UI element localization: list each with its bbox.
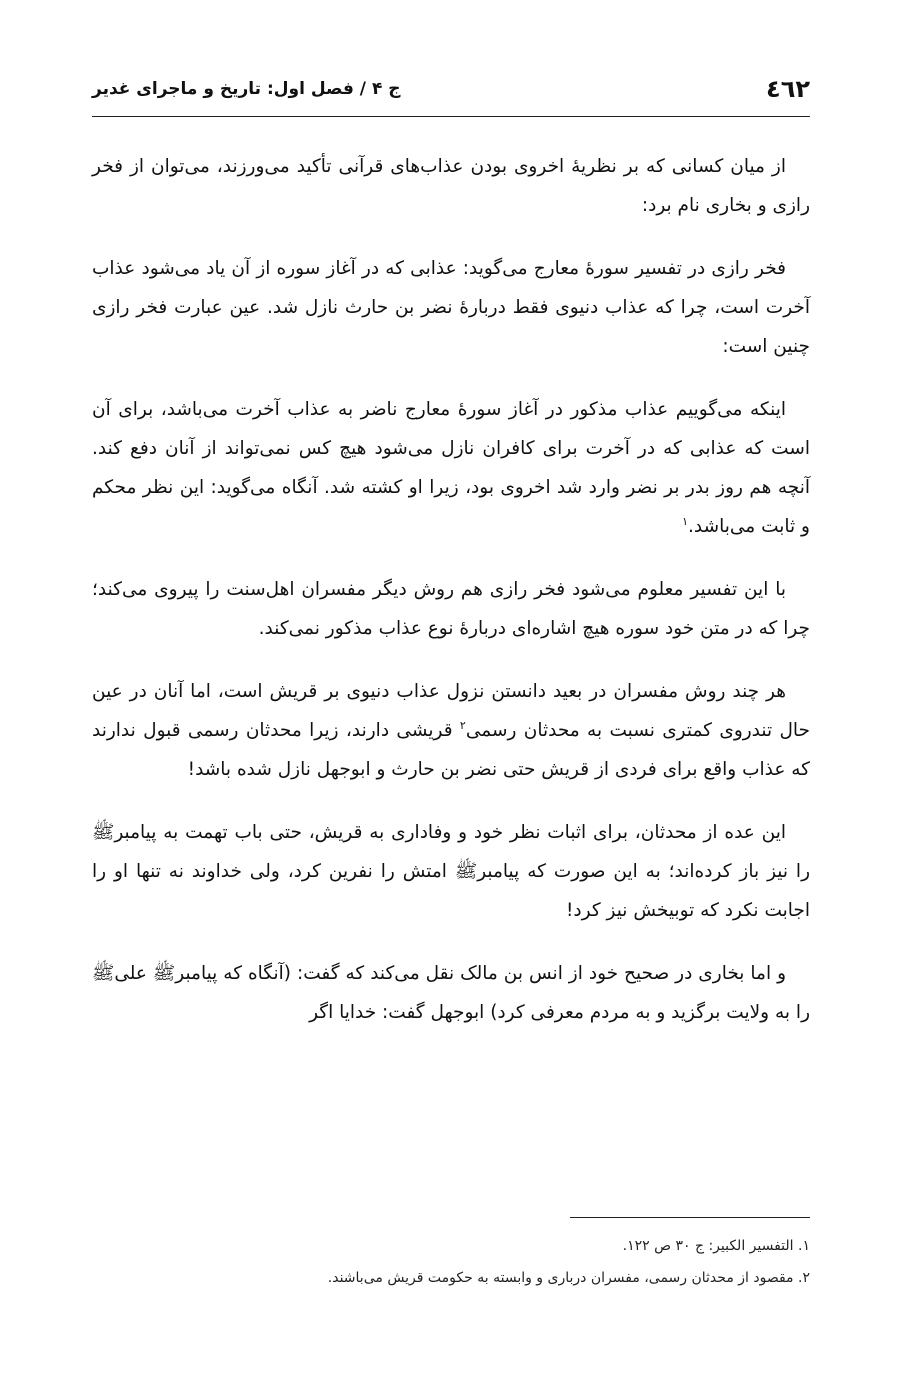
footnote-divider: [570, 1217, 810, 1218]
body-text: [92, 147, 810, 1032]
paragraph: این عده از محدثان، برای اثبات نظر خود و وفاداری به قریش، حتی باب تهمت به پیامبرﷺ را نیز باز کرده‌اند؛ به این صورت که پیامبرﷺ امتش را نفرین کرد، ولی خداوند نه تنها او را اجابت نکرد که توبیخش نیز کرد!: [92, 822, 810, 921]
footnotes: [92, 1230, 810, 1294]
paragraph: فخر رازی در تفسیر سورهٔ معارج می‌گوید: عذابی که در آغاز سوره از آن یاد می‌شود عذاب آخرت است، چرا که عذاب دنیوی فقط دربارهٔ نضر بن حارث نازل شد. عین عبارت فخر رازی چنین است:: [92, 258, 810, 357]
footnote-mark[interactable]: ۱: [682, 514, 688, 528]
footnote: ۱. التفسیر الکبیر: ج ۳۰ ص ۱۲۲.: [622, 1238, 810, 1254]
page-header: [92, 62, 810, 117]
page-number: ٤٦٢: [766, 75, 810, 103]
footnote: ۲. مقصود از محدثان رسمی، مفسران درباری و وابسته به حکومت قریش می‌باشند.: [327, 1270, 810, 1286]
footnote-mark[interactable]: ۲: [459, 718, 466, 732]
paragraph: و اما بخاری در صحیح خود از انس بن مالک نقل می‌کند که گفت: (آنگاه که پیامبرﷺ علی‌ﷺ را به ولایت برگزید و به مردم معرفی کرد) ابوجهل گفت: خدایا اگر: [92, 963, 810, 1023]
paragraph: از میان کسانی که بر نظریهٔ اخروی بودن عذاب‌های قرآنی تأکید می‌ورزند، می‌توان از فخر رازی و بخاری نام برد:: [92, 156, 810, 216]
paragraph: با این تفسیر معلوم می‌شود فخر رازی هم روش دیگر مفسران اهل‌سنت را پیروی می‌کند؛ چرا که در متن خود سوره هیچ اشاره‌ای دربارهٔ نوع عذاب مذکور نمی‌کند.: [92, 579, 810, 639]
running-head: ج ۴ / فصل اول: تاریخ و ماجرای غدیر: [92, 79, 401, 99]
paragraph: هر چند روش مفسران در بعید دانستن نزول عذاب دنیوی بر قریش است، اما آنان در عین حال تندروی کمتری نسبت به محدثان رسمی$^۲$ قریشی دارند، زیرا محدثان رسمی قبول ندارند که عذاب واقع برای فردی از قریش حتی نضر بن حارث و ابوجهل نازل شده باشد!: [92, 681, 810, 780]
book-page: [92, 62, 810, 1362]
quote-paragraph: اینکه می‌گوییم عذاب مذکور در آغاز سورهٔ معارج ناضر به عذاب آخرت می‌باشد، برای آن است که عذابی که در آخرت برای کافران نازل می‌شود هیچ کس نمی‌تواند از آنان دفع کند. آنچه هم روز بدر بر نضر وارد شد اخروی بود، زیرا او کشته شد. آنگاه می‌گوید: این نظر محکم و ثابت می‌باشد.$^۱$: [92, 399, 810, 537]
